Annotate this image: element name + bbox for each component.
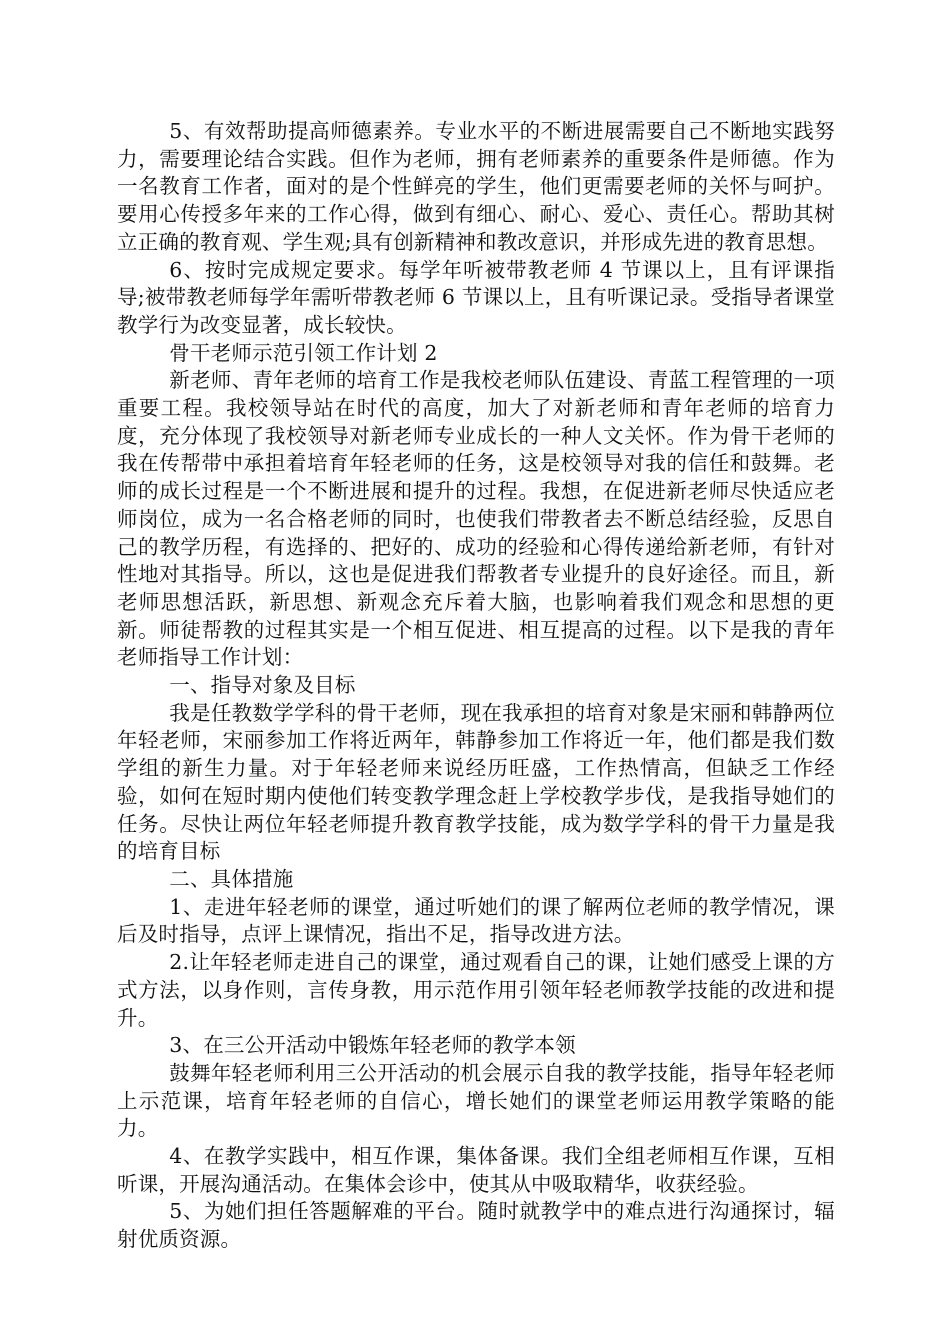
paragraph-measure-2: 2.让年轻老师走进自己的课堂，通过观看自己的课，让她们感受上课的方式方法，以身作则，言传身教，用示范作用引领年轻老师教学技能的改进和提升。 — [117, 950, 835, 1030]
paragraph-measure-3-title: 3、在三公开活动中锻炼年轻老师的教学本领 — [169, 1033, 576, 1058]
section-title-plan-2: 骨干老师示范引领工作计划 2 — [169, 340, 438, 365]
paragraph-introduction: 新老师、青年老师的培育工作是我校老师队伍建设、青蓝工程管理的一项重要工程。我校领导站在时代的高度，加大了对新老师和青年老师的培育力度，充分体现了我校领导对新老师专业成长的一种人文关怀。作为骨干老师的我在传帮带中承担着培育年轻老师的任务，这是校领导对我的信任和鼓舞。老师的成长过程是一个不断进展和提升的过程。我想，在促进新老师尽快适应老师岗位，成为一名合格老师的同时，也使我们带教者去不断总结经验，反思自己的教学历程，有选择的、把好的、成功的经验和心得传递给新老师，有针对性地对其指导。所以，这也是促进我们帮教者专业提升的良好途径。而且，新老师思想活跃，新思想、新观念充斥着大脑，也影响着我们观念和思想的更新。师徒帮教的过程其实是一个相互促进、相互提高的过程。以下是我的青年老师指导工作计划： — [117, 368, 835, 670]
heading-specific-measures: 二、具体措施 — [169, 866, 294, 891]
paragraph-measure-4: 4、在教学实践中，相互作课，集体备课。我们全组老师相互作课，互相听课，开展沟通活动。在集体会诊中，使其从中吸取精华，收获经验。 — [117, 1144, 835, 1196]
paragraph-teacher-ethics: 5、有效帮助提高师德素养。专业水平的不断进展需要自己不断地实践努力，需要理论结合实践。但作为老师，拥有老师素养的重要条件是师德。作为一名教育工作者，面对的是个性鲜亮的学生，他们更需要老师的关怀与呵护。要用心传授多年来的工作心得，做到有细心、耐心、爱心、责任心。帮助其树立正确的教育观、学生观;具有创新精神和教改意识，并形成先进的教育思想。 — [117, 119, 835, 254]
paragraph-lesson-requirements: 6、按时完成规定要求。每学年听被带教老师 4 节课以上，且有评课指导;被带教老师每学年需听带教老师 6 节课以上，且有听课记录。受指导者课堂教学行为改变显著，成长较快。 — [117, 257, 835, 337]
paragraph-measure-3-body: 鼓舞年轻老师利用三公开活动的机会展示自我的教学技能，指导年轻老师上示范课，培育年轻老师的自信心，增长她们的课堂老师运用教学策略的能力。 — [117, 1060, 835, 1141]
heading-targets-and-goals: 一、指导对象及目标 — [169, 673, 356, 698]
paragraph-measure-5: 5、为她们担任答题解难的平台。随时就教学中的难点进行沟通探讨，辐射优质资源。 — [117, 1199, 835, 1252]
paragraph-measure-1: 1、走进年轻老师的课堂，通过听她们的课了解两位老师的教学情况，课后及时指导，点评上课情况，指出不足，指导改进方法。 — [117, 894, 835, 947]
paragraph-targets: 我是任教数学学科的骨干老师，现在我承担的培育对象是宋丽和韩静两位年轻老师，宋丽参加工作将近两年，韩静参加工作将近一年，他们都是我们数学组的新生力量。对于年轻老师来说经历旺盛，工作热情高，但缺乏工作经验，如何在短时期内使他们转变教学理念赶上学校教学步伐，是我指导她们的任务。尽快让两位年轻老师提升教育教学技能，成为数学学科的骨干力量是我的培育目标 — [117, 700, 835, 864]
document-page — [117, 118, 835, 1254]
